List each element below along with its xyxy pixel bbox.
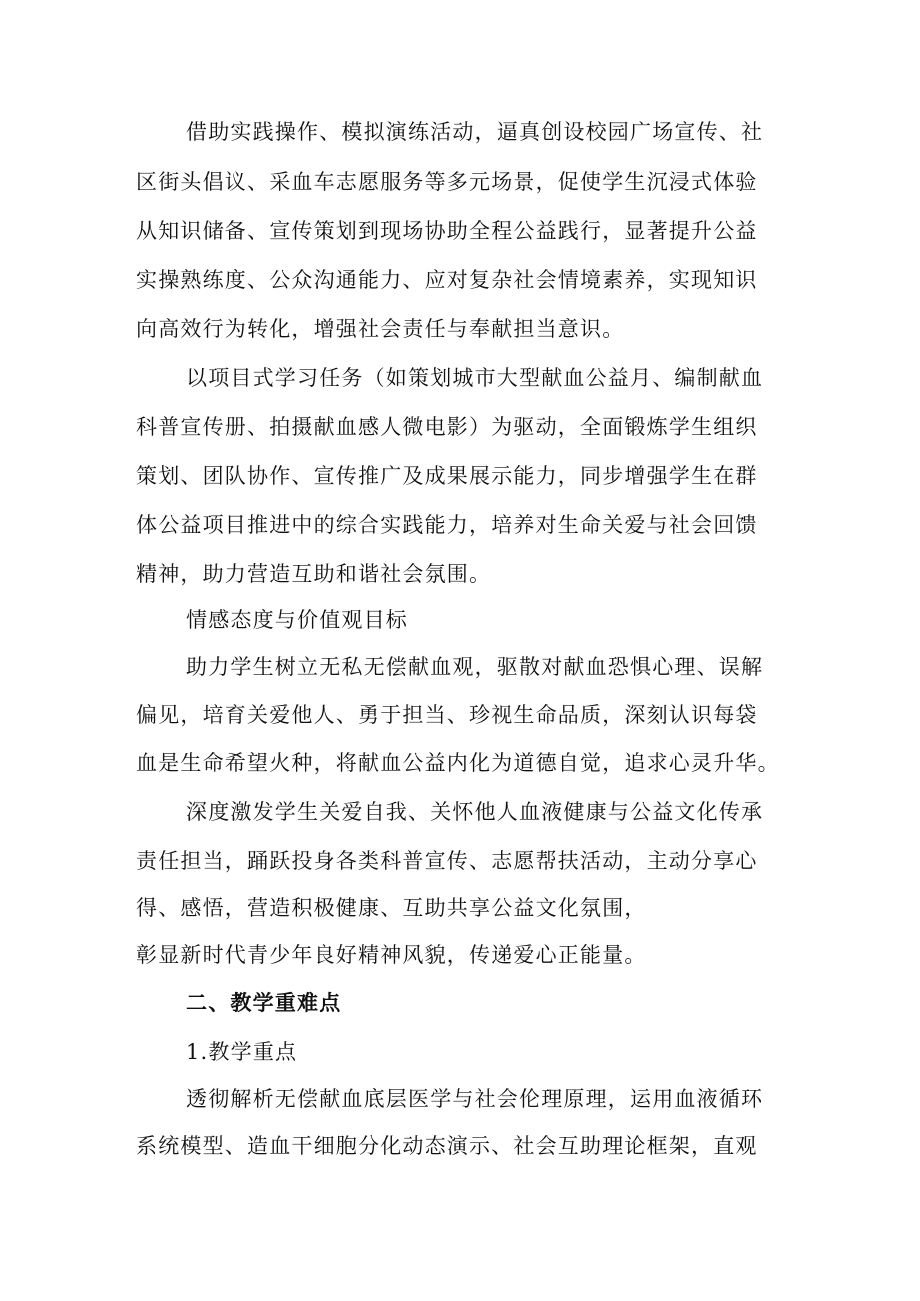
section-label-emotion-values: 情感态度与价值观目标	[186, 608, 408, 632]
paragraph-3-line-3: 血是生命希望火种，将献血公益内化为道德自觉，追求心灵升华。	[136, 751, 780, 775]
paragraph-2-line-1: 以项目式学习任务（如策划城市大型献血公益月、编制献血	[186, 366, 764, 390]
paragraph-5-line-1: 透彻解析无偿献血底层医学与社会伦理原理，运用血液循环	[186, 1087, 764, 1111]
paragraph-4-line-3: 得、感悟，营造积极健康、互助共享公益文化氛围，	[136, 896, 647, 920]
paragraph-1-line-5: 向高效行为转化，增强社会责任与奉献担当意识。	[136, 317, 625, 341]
paragraph-2-line-5: 精神，助力营造互助和谐社会氛围。	[136, 562, 492, 586]
section-heading-teaching-key-difficulties: 二、教学重难点	[186, 990, 342, 1015]
paragraph-1-line-4: 实操熟练度、公众沟通能力、应对复杂社会情境素养，实现知识	[136, 268, 758, 292]
paragraph-4-line-2: 责任担当，踊跃投身各类科普宣传、志愿帮扶活动，主动分享心	[136, 849, 758, 873]
paragraph-4-line-4: 彰显新时代青少年良好精神风貌，传递爱心正能量。	[136, 943, 647, 967]
paragraph-3-line-2: 偏见，培育关爱他人、勇于担当、珍视生命品质，深刻认识每袋	[136, 703, 758, 727]
paragraph-4-line-1: 深度激发学生关爱自我、关怀他人血液健康与公益文化传承	[186, 800, 764, 824]
paragraph-5-line-2: 系统模型、造血干细胞分化动态演示、社会互助理论框架，直观	[136, 1134, 758, 1158]
paragraph-1-line-2: 区街头倡议、采血车志愿服务等多元场景，促使学生沉浸式体验	[136, 170, 758, 194]
subsection-heading-teaching-focus: 1.教学重点	[186, 1040, 298, 1064]
paragraph-3-line-1: 助力学生树立无私无偿献血观，驱散对献血恐惧心理、误解	[186, 655, 764, 679]
paragraph-2-line-2: 科普宣传册、拍摄献血感人微电影）为驱动，全面锻炼学生组织	[136, 415, 758, 439]
paragraph-1-line-3: 从知识储备、宣传策划到现场协助全程公益践行，显著提升公益	[136, 219, 758, 243]
paragraph-2-line-3: 策划、团队协作、宣传推广及成果展示能力，同步增强学生在群	[136, 464, 758, 488]
paragraph-1-line-1: 借助实践操作、模拟演练活动，逼真创设校园广场宣传、社	[186, 120, 764, 144]
paragraph-2-line-4: 体公益项目推进中的综合实践能力，培养对生命关爱与社会回馈	[136, 513, 758, 537]
